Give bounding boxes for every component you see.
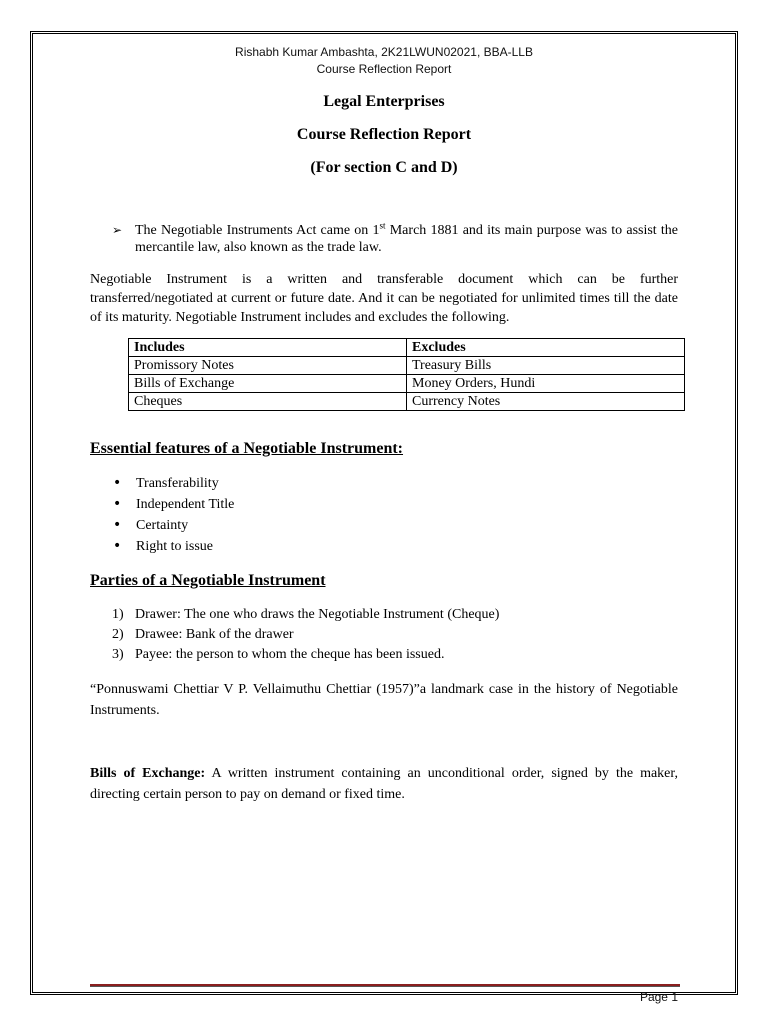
bills-of-exchange-paragraph — [90, 763, 678, 805]
header-author-line: Rishabh Kumar Ambashta, 2K21LWUN02021, BBA-LLB — [235, 45, 533, 59]
table-row — [129, 357, 685, 375]
definition-paragraph: Negotiable Instrument is a written and transferable document which can be further transferred/negotiated at current or future date. And it can be negotiated for unlimited times till the date of its maturity. Negotiable Instrument includes and excludes the following. — [90, 272, 678, 325]
table-cell: Currency Notes — [407, 393, 685, 411]
title-section: (For section C and D) — [310, 159, 458, 176]
bullet-icon: • — [113, 517, 122, 533]
list-item — [90, 625, 678, 645]
table-cell: Money Orders, Hundi — [407, 375, 685, 393]
intro-arrow-item — [90, 222, 678, 256]
intro-text-start: The Negotiable Instruments Act came on 1 — [135, 223, 380, 238]
title-report: Course Reflection Report — [296, 126, 472, 143]
page-number: Page 1 — [639, 990, 678, 1004]
table-header-includes: Includes — [129, 339, 407, 357]
parties-heading: Parties of a Negotiable Instrument — [90, 572, 326, 589]
includes-excludes-table — [128, 338, 685, 411]
table-header-excludes: Excludes — [407, 339, 685, 357]
bills-of-exchange-text: A written instrument containing an unconditional order, signed by the maker, directing certain person to pay on demand or fixed time. — [90, 766, 678, 802]
list-item — [90, 473, 678, 494]
table-header-row — [129, 339, 685, 357]
intro-superscript: st — [379, 220, 386, 231]
list-number: 2) — [112, 627, 124, 642]
list-item — [90, 515, 678, 536]
intro-text-end: March 1881 and its main purpose was to assist the mercantile law, also known as the trade law. — [135, 223, 679, 255]
list-item — [90, 645, 678, 665]
list-number: 1) — [112, 607, 124, 622]
features-list — [90, 473, 678, 557]
list-item — [90, 536, 678, 557]
list-item-text: Transferability — [136, 476, 219, 491]
list-item — [90, 605, 678, 625]
list-item-text: Drawer: The one who draws the Negotiable Instrument (Cheque) — [135, 607, 500, 622]
landmark-case-paragraph: “Ponnuswami Chettiar V P. Vellaimuthu Chettiar (1957)”a landmark case in the history of Negotiable Instruments. — [90, 682, 678, 718]
title-subject: Legal Enterprises — [323, 93, 445, 110]
bullet-icon: • — [113, 475, 122, 491]
table-row — [129, 375, 685, 393]
arrow-bullet-icon: ➢ — [112, 223, 123, 237]
bullet-icon: • — [113, 496, 122, 512]
list-item-text: Right to issue — [136, 539, 214, 554]
list-item — [90, 494, 678, 515]
list-item-text: Independent Title — [136, 497, 235, 512]
table-cell: Cheques — [129, 393, 407, 411]
header-doc-line: Course Reflection Report — [316, 62, 452, 76]
features-heading: Essential features of a Negotiable Instrument: — [90, 440, 404, 457]
list-item-text: Drawee: Bank of the drawer — [135, 627, 294, 642]
footer-rule — [90, 984, 680, 987]
table-cell: Treasury Bills — [407, 357, 685, 375]
list-number: 3) — [112, 647, 124, 662]
list-item-text: Certainty — [136, 518, 189, 533]
document-body — [90, 44, 678, 805]
table-cell: Bills of Exchange — [129, 375, 407, 393]
table-cell: Promissory Notes — [129, 357, 407, 375]
bullet-icon: • — [113, 538, 122, 554]
table-row — [129, 393, 685, 411]
bills-of-exchange-label: Bills of Exchange: — [90, 766, 206, 781]
parties-list — [90, 605, 678, 665]
list-item-text: Payee: the person to whom the cheque has been issued. — [135, 647, 445, 662]
